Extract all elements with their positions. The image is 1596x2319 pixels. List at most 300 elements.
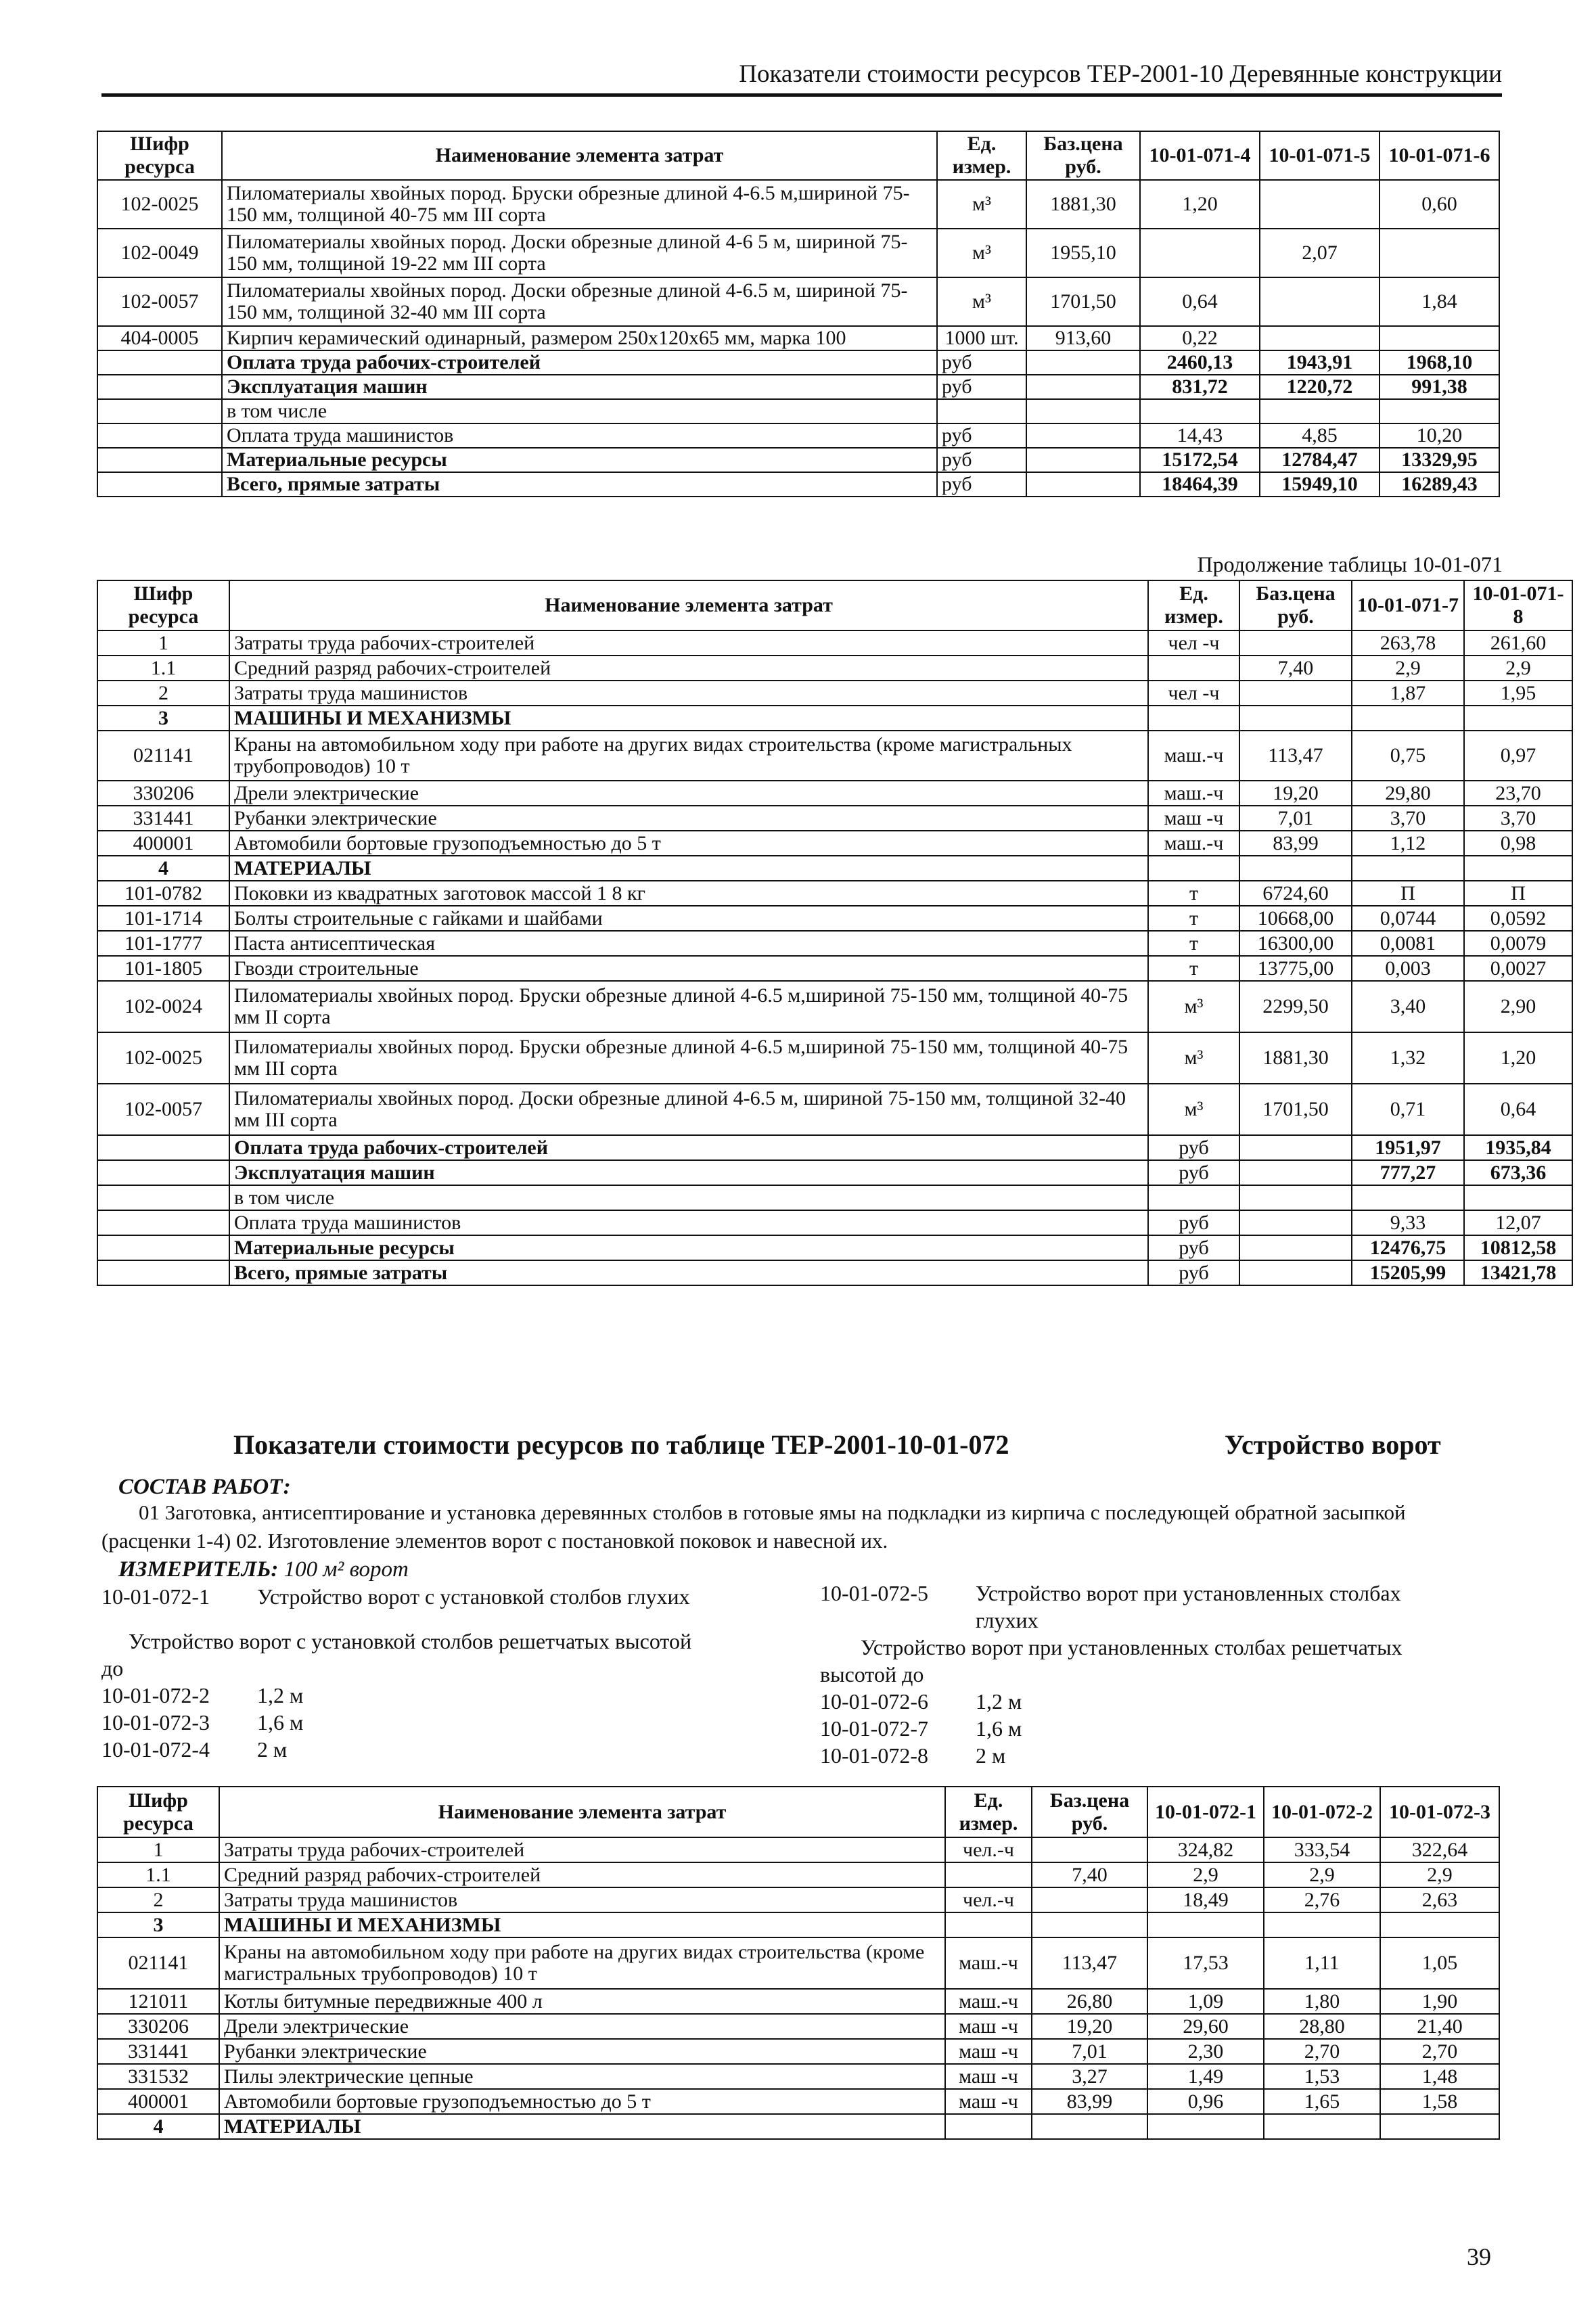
section-title: Показатели стоимости ресурсов по таблице ТЕР-2001-10-01-072 — [233, 1429, 1009, 1460]
rate-code-row — [820, 1715, 1429, 1742]
cell-code: 331532 — [97, 2064, 219, 2089]
cell-price — [1239, 1160, 1352, 1185]
work-composition-text: 01 Заготовка, антисептирование и установка деревянных столбов в готовые ямы на подкладки из кирпича с последующей обратной засыпкой (расценки 1-4) 02. Изготовление элементов ворот с постановкой поковок и навесной их. — [101, 1500, 1406, 1553]
cell-value: 0,64 — [1464, 1084, 1572, 1135]
cell-price — [1239, 1210, 1352, 1235]
cell-value — [1260, 399, 1380, 423]
cell-value: 29,80 — [1352, 781, 1464, 806]
cell-value: 1,09 — [1147, 1989, 1264, 2014]
cell-value: 15205,99 — [1352, 1260, 1464, 1285]
cell-name: в том числе — [222, 399, 937, 423]
rate-description: 2 м — [976, 1743, 1006, 1768]
cell-code: 102-0025 — [97, 180, 222, 229]
col-header-code: Шифр ресурса — [97, 131, 222, 180]
section-subtitle: Устройство ворот — [1225, 1429, 1441, 1460]
cell-value: 1943,91 — [1260, 350, 1380, 375]
rate-description: 2 м — [257, 1737, 288, 1762]
rate-description: Устройство ворот при установленных столбах глухих — [976, 1581, 1401, 1632]
cell-name: Пиломатериалы хвойных пород. Бруски обрезные длиной 4-6.5 м,шириной 75-150 мм, толщиной 40-75 мм II сорта — [229, 981, 1148, 1032]
cell-value: 16289,43 — [1380, 472, 1499, 497]
cell-code: 1.1 — [97, 1862, 219, 1887]
cell-value — [1264, 2114, 1380, 2139]
cell-code: 101-1805 — [97, 956, 229, 981]
cell-value: 1,65 — [1264, 2089, 1380, 2114]
col-header-unit: Ед. измер. — [1148, 580, 1239, 630]
cell-value: П — [1464, 881, 1572, 906]
cell-code — [97, 472, 222, 497]
cell-name: Автомобили бортовые грузоподъемностью до 5 т — [229, 831, 1148, 856]
cell-price: 3,27 — [1032, 2064, 1147, 2089]
cell-name: Краны на автомобильном ходу при работе на других видах строительства (кроме магистральных трубопроводов) 10 т — [229, 731, 1148, 781]
cell-value — [1464, 856, 1572, 881]
cell-name: Краны на автомобильном ходу при работе на других видах строительства (кроме магистральных трубопроводов) 10 т — [219, 1937, 945, 1989]
rate-codes-left — [101, 1583, 710, 1763]
cell-unit: маш.-ч — [1148, 831, 1239, 856]
cell-value: 0,64 — [1140, 277, 1260, 326]
cell-value: 1,49 — [1147, 2064, 1264, 2089]
page-number: 39 — [1467, 2243, 1491, 2270]
rate-code: 10-01-072-4 — [101, 1737, 210, 1762]
cell-unit: т — [1148, 906, 1239, 931]
cell-code: 121011 — [97, 1989, 219, 2014]
cell-code: 102-0057 — [97, 1084, 229, 1135]
cell-value: 1951,97 — [1352, 1135, 1464, 1160]
cell-value: 9,33 — [1352, 1210, 1464, 1235]
cell-value: 1,20 — [1140, 180, 1260, 229]
cell-value: 15172,54 — [1140, 448, 1260, 472]
rate-code-row — [820, 1688, 1429, 1715]
cell-unit — [1148, 856, 1239, 881]
cell-name: Пиломатериалы хвойных пород. Доски обрезные длиной 4-6 5 м, шириной 75-150 мм, толщиной 19-22 мм III сорта — [222, 229, 937, 277]
cell-value: 2,70 — [1380, 2039, 1499, 2064]
cell-price: 13775,00 — [1239, 956, 1352, 981]
cell-code: 4 — [97, 856, 229, 881]
cell-name: МАТЕРИАЛЫ — [229, 856, 1148, 881]
cell-value: 18464,39 — [1140, 472, 1260, 497]
cell-value: 1,84 — [1380, 277, 1499, 326]
cell-value — [1147, 2114, 1264, 2139]
cell-unit: руб — [1148, 1260, 1239, 1285]
cell-price — [1239, 706, 1352, 731]
cell-name: Пиломатериалы хвойных пород. Бруски обрезные длиной 4-6.5 м,шириной 75-150 мм, толщиной 40-75 мм III сорта — [229, 1032, 1148, 1084]
cell-value: 12784,47 — [1260, 448, 1380, 472]
cell-value: 1,48 — [1380, 2064, 1499, 2089]
cell-code: 102-0049 — [97, 229, 222, 277]
cell-value: 1,87 — [1352, 681, 1464, 706]
col-header-rate-2: 10-01-071-8 — [1464, 580, 1572, 630]
cell-value — [1464, 1185, 1572, 1210]
cell-price: 16300,00 — [1239, 931, 1352, 956]
measurement-value: 100 м² ворот — [283, 1557, 409, 1582]
cell-code: 1 — [97, 1837, 219, 1862]
cell-value: 15949,10 — [1260, 472, 1380, 497]
cell-value: 0,0079 — [1464, 931, 1572, 956]
rate-description: 1,6 м — [976, 1716, 1022, 1741]
cell-unit — [945, 1862, 1032, 1887]
cell-value: 991,38 — [1380, 375, 1499, 399]
cell-value: 13329,95 — [1380, 448, 1499, 472]
cell-value: 3,70 — [1464, 806, 1572, 831]
cell-price — [1239, 681, 1352, 706]
cell-name: Оплата труда машинистов — [229, 1210, 1148, 1235]
cell-price: 7,40 — [1032, 1862, 1147, 1887]
cell-value: П — [1352, 881, 1464, 906]
cell-price — [1239, 1260, 1352, 1285]
cell-unit — [945, 2114, 1032, 2139]
cell-name: Эксплуатация машин — [222, 375, 937, 399]
cell-code: 330206 — [97, 2014, 219, 2039]
cell-value: 831,72 — [1140, 375, 1260, 399]
cell-name: Рубанки электрические — [219, 2039, 945, 2064]
cell-unit: м³ — [937, 277, 1026, 326]
cell-price: 6724,60 — [1239, 881, 1352, 906]
cell-unit: маш -ч — [945, 2039, 1032, 2064]
cell-value — [1264, 1912, 1380, 1937]
cell-price: 113,47 — [1239, 731, 1352, 781]
page-header: Показатели стоимости ресурсов ТЕР-2001-10 Деревянные конструкции — [101, 60, 1502, 97]
cell-code — [97, 1235, 229, 1260]
cell-value: 0,0592 — [1464, 906, 1572, 931]
cell-name: Средний разряд рабочих-строителей — [229, 656, 1148, 681]
cell-value: 2460,13 — [1140, 350, 1260, 375]
cell-unit: м³ — [937, 229, 1026, 277]
cell-value: 1,53 — [1264, 2064, 1380, 2089]
cell-code: 2 — [97, 681, 229, 706]
cell-unit: руб — [937, 423, 1026, 448]
cell-price — [1239, 856, 1352, 881]
cell-name: Дрели электрические — [229, 781, 1148, 806]
cell-name: Автомобили бортовые грузоподъемностью до 5 т — [219, 2089, 945, 2114]
cell-name: Пиломатериалы хвойных пород. Доски обрезные длиной 4-6.5 м, шириной 75-150 мм, толщиной 32-40 мм III сорта — [222, 277, 937, 326]
cell-unit: 1000 шт. — [937, 326, 1026, 350]
col-header-unit: Ед. измер. — [945, 1787, 1032, 1837]
cell-name: Пиломатериалы хвойных пород. Доски обрезные длиной 4-6.5 м, шириной 75-150 мм, толщиной 32-40 мм III сорта — [229, 1084, 1148, 1135]
cell-value: 3,70 — [1352, 806, 1464, 831]
cell-value: 0,75 — [1352, 731, 1464, 781]
cell-code: 4 — [97, 2114, 219, 2139]
cell-unit — [1148, 706, 1239, 731]
cell-price — [1026, 350, 1140, 375]
cell-price: 1881,30 — [1239, 1032, 1352, 1084]
col-header-rate-3: 10-01-071-6 — [1380, 131, 1499, 180]
cell-name: Болты строительные с гайками и шайбами — [229, 906, 1148, 931]
cell-value: 2,30 — [1147, 2039, 1264, 2064]
cell-value: 17,53 — [1147, 1937, 1264, 1989]
cell-value: 1968,10 — [1380, 350, 1499, 375]
rate-group-intro: Устройство ворот при установленных столбах решетчатых высотой до — [820, 1635, 1403, 1686]
cell-name: Затраты труда рабочих-строителей — [219, 1837, 945, 1862]
resource-table-072-1-3 — [97, 1786, 1500, 2140]
col-header-rate-2: 10-01-071-5 — [1260, 131, 1380, 180]
cell-price — [1239, 630, 1352, 656]
cell-value: 2,9 — [1352, 656, 1464, 681]
cell-name: Кирпич керамический одинарный, размером 250x120x65 мм, марка 100 — [222, 326, 937, 350]
cell-value: 0,0027 — [1464, 956, 1572, 981]
cell-price — [1032, 2114, 1147, 2139]
cell-value: 1935,84 — [1464, 1135, 1572, 1160]
cell-value: 2,9 — [1464, 656, 1572, 681]
col-header-rate-2: 10-01-072-2 — [1264, 1787, 1380, 1837]
cell-unit: м³ — [937, 180, 1026, 229]
cell-unit — [937, 399, 1026, 423]
cell-unit: маш.-ч — [1148, 781, 1239, 806]
cell-unit: м³ — [1148, 1084, 1239, 1135]
measurement-unit — [118, 1557, 409, 1582]
cell-value: 2,90 — [1464, 981, 1572, 1032]
cell-value: 1,80 — [1264, 1989, 1380, 2014]
col-header-code: Шифр ресурса — [97, 580, 229, 630]
cell-unit: т — [1148, 931, 1239, 956]
rate-code: 10-01-072-5 — [820, 1581, 928, 1605]
cell-value: 2,07 — [1260, 229, 1380, 277]
rate-description: 1,2 м — [976, 1689, 1022, 1714]
cell-name: Оплата труда рабочих-строителей — [229, 1135, 1148, 1160]
cell-price: 1881,30 — [1026, 180, 1140, 229]
cell-value: 1,05 — [1380, 1937, 1499, 1989]
cell-name: Затраты труда машинистов — [229, 681, 1148, 706]
rate-code-row — [101, 1709, 710, 1736]
cell-value — [1380, 229, 1499, 277]
cell-unit: маш -ч — [945, 2064, 1032, 2089]
cell-price — [1032, 1912, 1147, 1937]
cell-code: 2 — [97, 1887, 219, 1912]
col-header-name: Наименование элемента затрат — [222, 131, 937, 180]
cell-value: 28,80 — [1264, 2014, 1380, 2039]
cell-value — [1140, 229, 1260, 277]
cell-name: Котлы битумные передвижные 400 л — [219, 1989, 945, 2014]
cell-price: 2299,50 — [1239, 981, 1352, 1032]
cell-value: 18,49 — [1147, 1887, 1264, 1912]
cell-unit: м³ — [1148, 981, 1239, 1032]
cell-value: 1,95 — [1464, 681, 1572, 706]
cell-code — [97, 1135, 229, 1160]
cell-unit: м³ — [1148, 1032, 1239, 1084]
cell-name: Средний разряд рабочих-строителей — [219, 1862, 945, 1887]
cell-price — [1032, 1837, 1147, 1862]
cell-value: 12476,75 — [1352, 1235, 1464, 1260]
cell-price — [1239, 1185, 1352, 1210]
cell-code: 1.1 — [97, 656, 229, 681]
col-header-price: Баз.цена руб. — [1032, 1787, 1147, 1837]
cell-price: 7,01 — [1239, 806, 1352, 831]
cell-name: Всего, прямые затраты — [222, 472, 937, 497]
cell-code — [97, 399, 222, 423]
cell-value: 2,63 — [1380, 1887, 1499, 1912]
table-continuation-label: Продолжение таблицы 10-01-071 — [1197, 552, 1503, 576]
cell-name: Рубанки электрические — [229, 806, 1148, 831]
cell-name: МАШИНЫ И МЕХАНИЗМЫ — [219, 1912, 945, 1937]
cell-price: 1955,10 — [1026, 229, 1140, 277]
cell-unit: маш -ч — [1148, 806, 1239, 831]
cell-price — [1239, 1135, 1352, 1160]
cell-name: МАШИНЫ И МЕХАНИЗМЫ — [229, 706, 1148, 731]
cell-value: 0,96 — [1147, 2089, 1264, 2114]
cell-price: 26,80 — [1032, 1989, 1147, 2014]
cell-value — [1260, 277, 1380, 326]
cell-value: 0,22 — [1140, 326, 1260, 350]
cell-code — [97, 1260, 229, 1285]
cell-price: 7,40 — [1239, 656, 1352, 681]
cell-code: 3 — [97, 706, 229, 731]
cell-value: 2,9 — [1147, 1862, 1264, 1887]
cell-code — [97, 1210, 229, 1235]
cell-price: 1701,50 — [1239, 1084, 1352, 1135]
cell-name: Затраты труда машинистов — [219, 1887, 945, 1912]
cell-price — [1026, 423, 1140, 448]
cell-value: 0,60 — [1380, 180, 1499, 229]
col-header-rate-1: 10-01-071-7 — [1352, 580, 1464, 630]
cell-unit — [945, 1912, 1032, 1937]
cell-unit: чел -ч — [1148, 681, 1239, 706]
cell-name: Оплата труда рабочих-строителей — [222, 350, 937, 375]
cell-value: 0,0081 — [1352, 931, 1464, 956]
cell-name: Дрели электрические — [219, 2014, 945, 2039]
cell-name: МАТЕРИАЛЫ — [219, 2114, 945, 2139]
cell-code — [97, 1185, 229, 1210]
col-header-rate-3: 10-01-072-3 — [1380, 1787, 1499, 1837]
cell-value: 673,36 — [1464, 1160, 1572, 1185]
cell-value: 1,32 — [1352, 1032, 1464, 1084]
cell-price: 113,47 — [1032, 1937, 1147, 1989]
cell-value: 4,85 — [1260, 423, 1380, 448]
cell-code: 331441 — [97, 2039, 219, 2064]
cell-value: 29,60 — [1147, 2014, 1264, 2039]
cell-unit — [1148, 656, 1239, 681]
cell-value: 2,76 — [1264, 1887, 1380, 1912]
cell-value: 10,20 — [1380, 423, 1499, 448]
col-header-rate-1: 10-01-072-1 — [1147, 1787, 1264, 1837]
cell-value: 1,12 — [1352, 831, 1464, 856]
col-header-price: Баз.цена руб. — [1026, 131, 1140, 180]
cell-value — [1380, 2114, 1499, 2139]
col-header-name: Наименование элемента затрат — [229, 580, 1148, 630]
cell-price: 1701,50 — [1026, 277, 1140, 326]
cell-value — [1140, 399, 1260, 423]
resource-table-071-7-8 — [97, 580, 1573, 1286]
cell-value: 0,0744 — [1352, 906, 1464, 931]
cell-price: 913,60 — [1026, 326, 1140, 350]
cell-code: 101-1714 — [97, 906, 229, 931]
cell-value — [1352, 706, 1464, 731]
col-header-code: Шифр ресурса — [97, 1787, 219, 1837]
cell-price — [1032, 1887, 1147, 1912]
rate-code: 10-01-072-3 — [101, 1710, 210, 1735]
cell-code: 400001 — [97, 831, 229, 856]
rate-codes-right — [820, 1580, 1429, 1769]
cell-price — [1026, 448, 1140, 472]
cell-unit: чел.-ч — [945, 1887, 1032, 1912]
cell-unit: руб — [1148, 1235, 1239, 1260]
cell-value: 2,9 — [1264, 1862, 1380, 1887]
cell-value — [1260, 326, 1380, 350]
cell-value: 2,9 — [1380, 1862, 1499, 1887]
rate-code-row — [101, 1682, 710, 1709]
cell-unit — [1148, 1185, 1239, 1210]
cell-name: в том числе — [229, 1185, 1148, 1210]
cell-code: 1 — [97, 630, 229, 656]
cell-name: Поковки из квадратных заготовок массой 1 8 кг — [229, 881, 1148, 906]
cell-value: 333,54 — [1264, 1837, 1380, 1862]
cell-unit: т — [1148, 881, 1239, 906]
cell-unit: маш.-ч — [945, 1989, 1032, 2014]
rate-description: 1,6 м — [257, 1710, 304, 1735]
cell-code — [97, 350, 222, 375]
cell-unit: руб — [1148, 1160, 1239, 1185]
cell-name: Материальные ресурсы — [222, 448, 937, 472]
cell-price — [1026, 472, 1140, 497]
cell-unit: руб — [937, 448, 1026, 472]
rate-code-row — [101, 1736, 710, 1763]
cell-value: 13421,78 — [1464, 1260, 1572, 1285]
cell-name: Материальные ресурсы — [229, 1235, 1148, 1260]
cell-code: 021141 — [97, 731, 229, 781]
resource-table-071-4-6 — [97, 131, 1500, 497]
cell-unit: чел.-ч — [945, 1837, 1032, 1862]
cell-price: 83,99 — [1032, 2089, 1147, 2114]
cell-value: 0,003 — [1352, 956, 1464, 981]
cell-value: 0,98 — [1464, 831, 1572, 856]
cell-name: Паста антисептическая — [229, 931, 1148, 956]
cell-value: 12,07 — [1464, 1210, 1572, 1235]
cell-price: 10668,00 — [1239, 906, 1352, 931]
cell-value — [1380, 399, 1499, 423]
cell-unit: руб — [1148, 1210, 1239, 1235]
cell-value: 261,60 — [1464, 630, 1572, 656]
cell-price: 7,01 — [1032, 2039, 1147, 2064]
cell-value — [1380, 1912, 1499, 1937]
cell-code: 404-0005 — [97, 326, 222, 350]
rate-code-row — [820, 1580, 1429, 1634]
cell-name: Пиломатериалы хвойных пород. Бруски обрезные длиной 4-6.5 м,шириной 75-150 мм, толщиной 40-75 мм III сорта — [222, 180, 937, 229]
cell-name: Эксплуатация машин — [229, 1160, 1148, 1185]
cell-value: 23,70 — [1464, 781, 1572, 806]
rate-group-intro: Устройство ворот с установкой столбов решетчатых высотой до — [101, 1629, 692, 1680]
cell-value: 3,40 — [1352, 981, 1464, 1032]
cell-code: 400001 — [97, 2089, 219, 2114]
cell-code: 101-1777 — [97, 931, 229, 956]
cell-unit: маш -ч — [945, 2089, 1032, 2114]
cell-code: 101-0782 — [97, 881, 229, 906]
cell-unit: руб — [937, 375, 1026, 399]
cell-value: 322,64 — [1380, 1837, 1499, 1862]
cell-code — [97, 423, 222, 448]
cell-value: 0,71 — [1352, 1084, 1464, 1135]
cell-price — [1026, 399, 1140, 423]
cell-unit: маш.-ч — [945, 1937, 1032, 1989]
cell-unit: руб — [937, 350, 1026, 375]
rate-code: 10-01-072-2 — [101, 1683, 210, 1707]
cell-value: 1,11 — [1264, 1937, 1380, 1989]
cell-value — [1464, 706, 1572, 731]
cell-value: 263,78 — [1352, 630, 1464, 656]
cell-unit: руб — [1148, 1135, 1239, 1160]
cell-value: 10812,58 — [1464, 1235, 1572, 1260]
col-header-rate-1: 10-01-071-4 — [1140, 131, 1260, 180]
cell-name: Всего, прямые затраты — [229, 1260, 1148, 1285]
cell-value: 0,97 — [1464, 731, 1572, 781]
cell-unit: маш.-ч — [1148, 731, 1239, 781]
col-header-price: Баз.цена руб. — [1239, 580, 1352, 630]
cell-code: 3 — [97, 1912, 219, 1937]
rate-code: 10-01-072-8 — [820, 1743, 928, 1768]
rate-code: 10-01-072-7 — [820, 1716, 928, 1741]
cell-name: Оплата труда машинистов — [222, 423, 937, 448]
rate-code-row — [101, 1583, 710, 1610]
cell-price — [1026, 375, 1140, 399]
cell-name: Гвозди строительные — [229, 956, 1148, 981]
col-header-unit: Ед. измер. — [937, 131, 1026, 180]
cell-value: 1,20 — [1464, 1032, 1572, 1084]
